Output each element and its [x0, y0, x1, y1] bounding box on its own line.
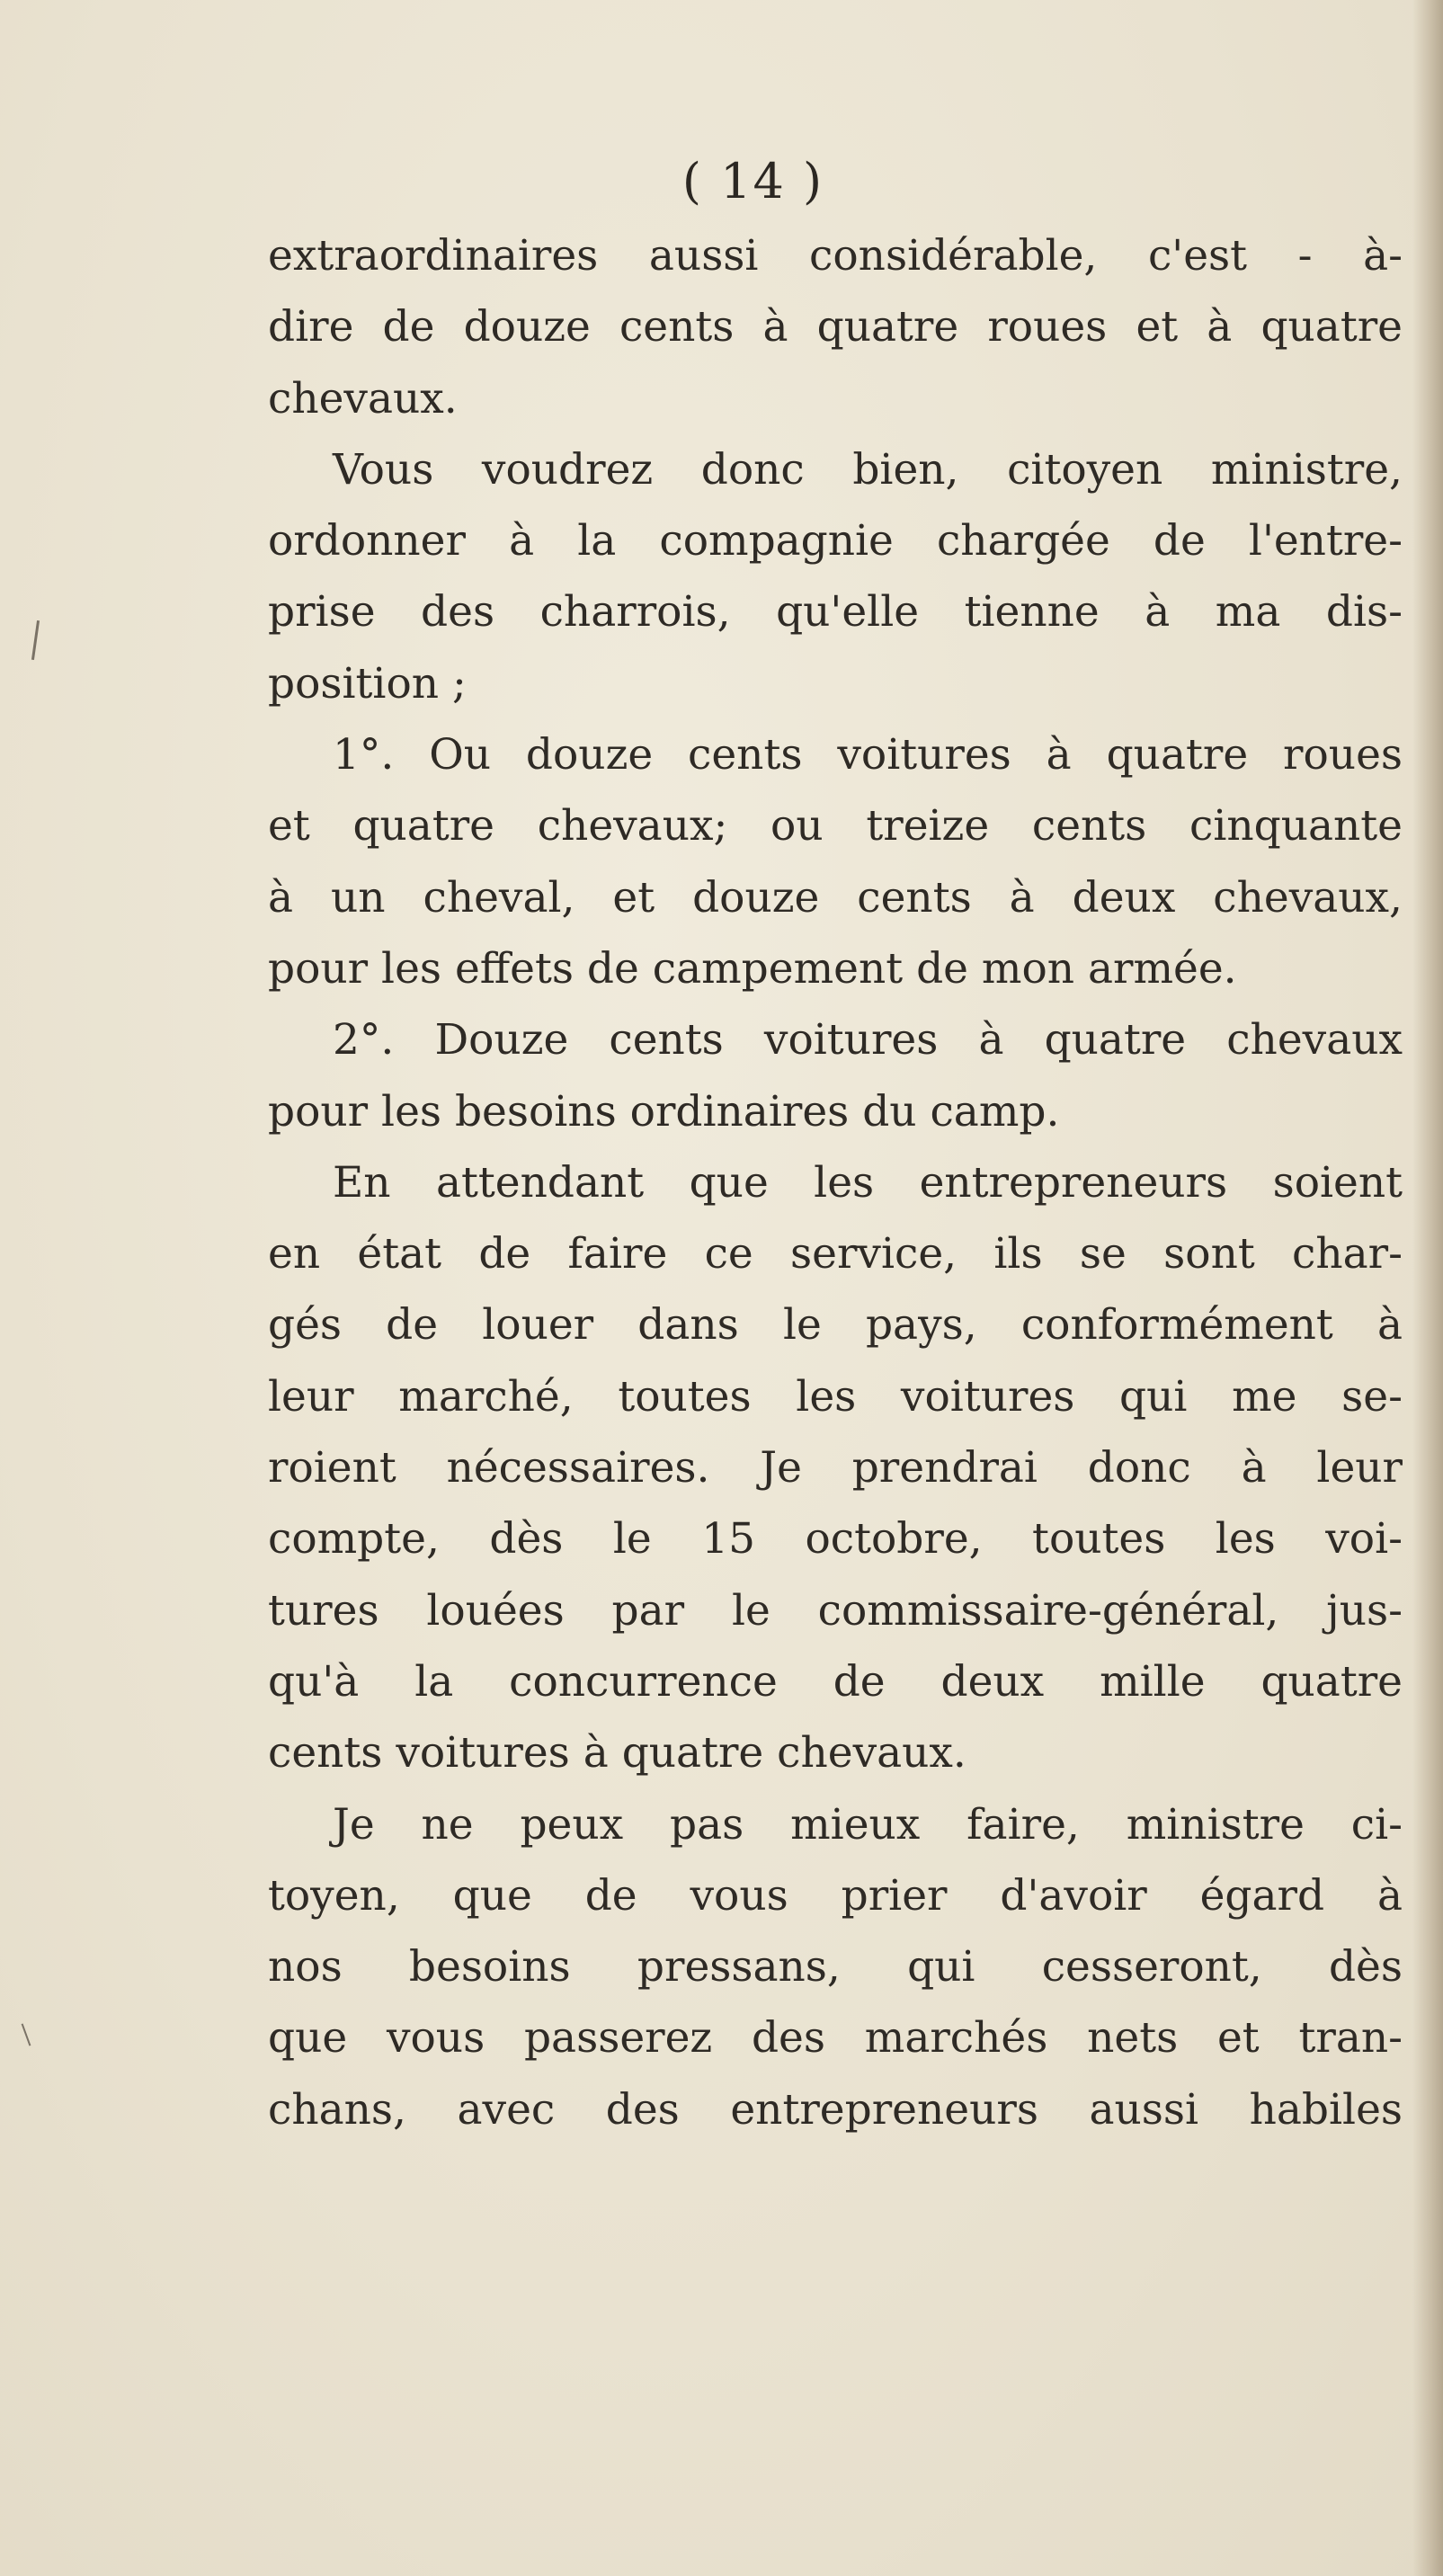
- text-line: que vous passerez des marchés nets et tran-: [268, 2013, 1403, 2063]
- text-line: 1°. Ou douze cents voitures à quatre roues: [333, 730, 1403, 780]
- text-line: Vous voudrez donc bien, citoyen ministre,: [333, 444, 1403, 495]
- text-line: toyen, que de vous prier d'avoir égard à: [268, 1870, 1403, 1921]
- text-line: gés de louer dans le pays, conformément à: [268, 1300, 1403, 1350]
- page-gutter-shadow: [1412, 0, 1443, 2576]
- text-line: prise des charrois, qu'elle tienne à ma dis-: [268, 587, 1403, 637]
- text-line: nos besoins pressans, qui cesseront, dès: [268, 1942, 1403, 1992]
- text-line: pour les effets de campement de mon armée.: [268, 943, 1237, 994]
- text-line: dire de douze cents à quatre roues et à quatre: [268, 302, 1403, 352]
- text-line: tures louées par le commissaire-général, jus-: [268, 1585, 1403, 1636]
- text-line: en état de faire ce service, ils se sont char-: [268, 1229, 1403, 1279]
- ink-stray-mark: [22, 2023, 31, 2046]
- body-text: [268, 220, 1403, 2145]
- text-line: 2°. Douze cents voitures à quatre chevaux: [333, 1015, 1403, 1065]
- text-line: roient nécessaires. Je prendrai donc à leur: [268, 1443, 1403, 1493]
- text-line: et quatre chevaux; ou treize cents cinquante: [268, 801, 1403, 851]
- text-line: compte, dès le 15 octobre, toutes les voi-: [268, 1514, 1403, 1564]
- text-line: chevaux.: [268, 373, 458, 423]
- text-line: pour les besoins ordinaires du camp.: [268, 1086, 1060, 1136]
- ink-stray-mark: [31, 620, 40, 660]
- text-line: chans, avec des entrepreneurs aussi habiles: [268, 2084, 1403, 2135]
- text-line: position ;: [268, 658, 467, 709]
- text-line: Je ne peux pas mieux faire, ministre ci-: [333, 1799, 1403, 1850]
- text-line: cents voitures à quatre chevaux.: [268, 1728, 966, 1778]
- text-line: leur marché, toutes les voitures qui me se-: [268, 1371, 1403, 1422]
- text-line: ordonner à la compagnie chargée de l'entre-: [268, 516, 1403, 566]
- text-line: qu'à la concurrence de deux mille quatre: [268, 1656, 1403, 1707]
- page-number: ( 14 ): [681, 153, 824, 209]
- text-line: En attendant que les entrepreneurs soient: [333, 1157, 1403, 1208]
- text-line: à un cheval, et douze cents à deux chevaux,: [268, 872, 1403, 923]
- text-line: extraordinaires aussi considérable, c'est - à-: [268, 231, 1403, 281]
